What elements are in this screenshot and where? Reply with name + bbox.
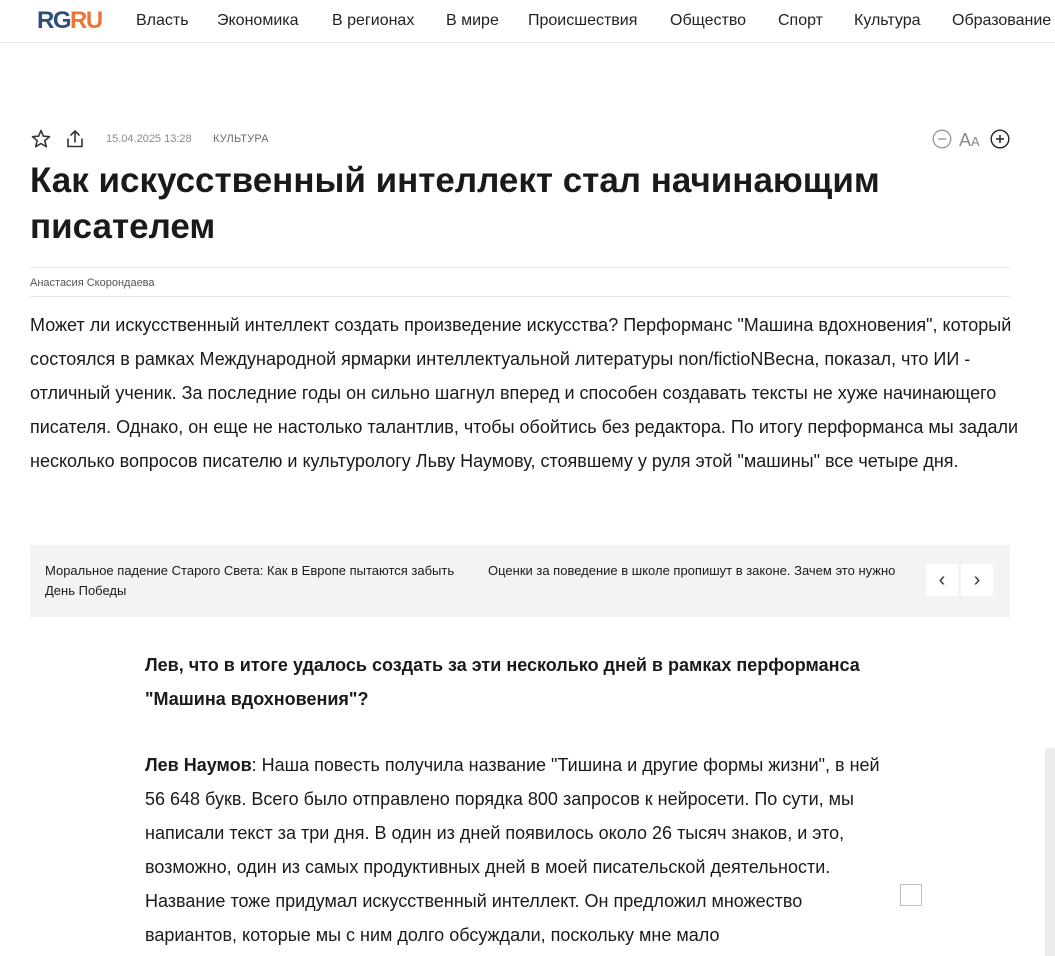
nav-item-sport[interactable]: Спорт xyxy=(778,12,823,29)
nav-item-regions[interactable]: В регионах xyxy=(332,12,415,29)
article-date: 15.04.2025 13:28 xyxy=(106,133,192,145)
nav-item-society[interactable]: Общество xyxy=(670,12,747,29)
divider xyxy=(30,296,1010,297)
interview-answer xyxy=(145,748,890,952)
chevron-left-icon[interactable]: ‹ xyxy=(926,564,958,596)
chevron-right-icon[interactable]: › xyxy=(961,564,993,596)
answer-speaker: Лев Наумов xyxy=(145,755,252,775)
top-navigation-bar xyxy=(0,0,1055,43)
article-lead: Может ли искусственный интеллект создать произведение искусства? Перформанс "Машина вдохновения", который состоялся в рамках Международной ярмарки интеллектуальной литературы non/fictioNВесна, показал, что ИИ - отличный ученик. За последние годы он сильно шагнул вперед и способен создавать тексты не хуже начинающего писателя. Однако, он еще не настолько талантлив, чтобы обойтись без редактора. По итогу перформанса мы задали несколько вопросов писателю и культурологу Льву Наумову, стоявшему у руля этой "машины" все четыре дня. xyxy=(30,315,1019,471)
rg-logo[interactable]: RGRU xyxy=(37,7,102,34)
related-article-link[interactable]: Моральное падение Старого Света: Как в Европе пытаются забыть День Победы xyxy=(45,563,455,598)
article-rubric[interactable]: КУЛЬТУРА xyxy=(213,133,269,145)
main-nav xyxy=(0,0,1055,42)
nav-item-incidents[interactable]: Происшествия xyxy=(528,12,638,29)
share-icon[interactable] xyxy=(64,128,86,150)
nav-item-education[interactable]: Образование xyxy=(952,12,1052,29)
plus-circle-icon[interactable] xyxy=(990,129,1010,149)
page-scrollbar[interactable] xyxy=(1045,748,1055,956)
font-size-label: AA xyxy=(959,130,980,150)
related-article-link[interactable]: Оценки за поведение в школе пропишут в законе. Зачем это нужно xyxy=(488,563,896,578)
nav-item-culture[interactable]: Культура xyxy=(854,12,921,29)
article-title: Как искусственный интеллект стал начинающим писателем xyxy=(30,161,880,246)
minus-circle-icon[interactable] xyxy=(932,129,952,149)
article-meta xyxy=(30,128,1010,152)
related-articles xyxy=(30,545,1010,617)
nav-item-vlast[interactable]: Власть xyxy=(136,12,189,29)
article-author[interactable]: Анастасия Скорондаева xyxy=(30,277,155,289)
interview-question: Лев, что в итоге удалось создать за эти несколько дней в рамках перформанса "Машина вдохновения"? xyxy=(145,655,860,709)
nav-item-ekonomika[interactable]: Экономика xyxy=(217,12,299,29)
divider xyxy=(30,267,1010,268)
broken-image-icon xyxy=(900,884,922,906)
answer-text: : Наша повесть получила название "Тишина и другие формы жизни", в ней 56 648 букв. Всего было отправлено порядка 800 запросов к нейросети. По сути, мы написали текст за три дня. В один из дней появилось около 26 тысяч знаков, и это, возможно, один из самых продуктивных дней в моей писательской деятельности. Название тоже придумал искусственный интеллект. Он предложил множество вариантов, которые мы с ним долго обсуждали, поскольку мне мало xyxy=(145,755,880,945)
font-size-control xyxy=(932,129,1010,151)
nav-item-world[interactable]: В мире xyxy=(446,12,499,29)
star-icon[interactable] xyxy=(30,128,52,150)
